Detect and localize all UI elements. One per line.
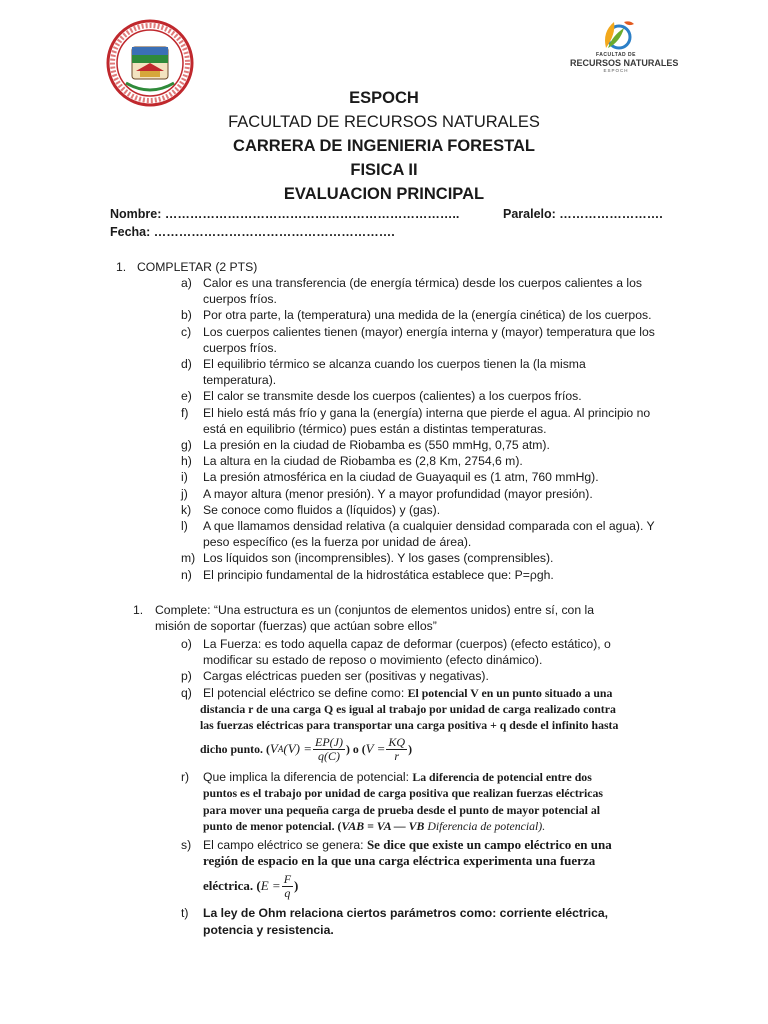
- list-item: [0, 453, 768, 469]
- item-q-line3: las fuerzas eléctricas para transportar una carga positiva + q desde el infinito hasta: [200, 718, 619, 733]
- faculty-logo-line1: FACULTAD DE: [595, 52, 637, 58]
- list-item-letter: b): [181, 308, 192, 323]
- potential-lhs: V: [269, 741, 278, 757]
- list-item-letter: a): [181, 276, 192, 290]
- course-title: FISICA II: [350, 161, 418, 179]
- list-item-text: El hielo está más frío y gana la (energía) interna que pierde el agua. Al principio no está en equilibrio (térmico) pues están a distintas temperaturas.: [203, 405, 651, 436]
- list-item-letter: f): [181, 405, 189, 420]
- item-r-line4: punto de menor potencial. (: [203, 818, 342, 833]
- item-p-letter: p): [181, 669, 192, 684]
- section-2-title: [155, 602, 675, 634]
- item-q-letter: q): [181, 685, 192, 700]
- list-item: [0, 307, 768, 323]
- item-o-text: La Fuerza: es todo aquella capaz de deformar (cuerpos) (efecto estático), o modificar su estado de reposo o movimiento (efecto dinámico).: [203, 637, 611, 668]
- paralelo-field[interactable]: Paralelo: …………………….: [503, 207, 663, 221]
- item-r-line1: La diferencia de potencial entre dos: [412, 770, 592, 785]
- list-item-letter: d): [181, 357, 192, 372]
- section-1-title: COMPLETAR (2 PTS): [137, 260, 258, 274]
- list-item-text: Los cuerpos calientes tienen (mayor) energía interna y (mayor) temperatura que los cuerpos fríos.: [203, 324, 655, 355]
- list-item-text: La presión atmosférica en la ciudad de Guayaquil es (1 atm, 760 mmHg).: [203, 470, 599, 485]
- item-r-vab: VAB = VA — VB: [341, 818, 425, 833]
- potential-sub: A: [277, 744, 284, 755]
- item-s-close: ): [294, 878, 299, 894]
- list-item-text: Por otra parte, la (temperatura) una medida de la (energía cinética) de los cuerpos.: [203, 308, 652, 323]
- list-item: [0, 405, 768, 437]
- field-fraction: [282, 873, 293, 900]
- list-item-letter: e): [181, 389, 192, 404]
- potential-denominator: q(C): [317, 748, 340, 763]
- faculty-logo: [570, 18, 679, 80]
- list-item: [0, 275, 768, 307]
- list-item: [0, 567, 768, 583]
- faculty-logo-line3: ESPOCH: [603, 68, 629, 73]
- item-r-lead: Que implica la diferencia de potencial:: [203, 770, 413, 785]
- list-item-text: A que llamamos densidad relativa (a cualquier densidad comparada con el agua). Y peso específico (es la fuerza por unidad de área).: [203, 519, 655, 550]
- list-item: [0, 356, 768, 388]
- item-q-formula-line: dicho punto. ( V A ( V ) = $\frac{EP(J)}{q(C)}$ ) o ( V = $\frac{KQ}{r}$ ): [200, 734, 413, 763]
- nombre-field[interactable]: Nombre: ……………………………………………………………..: [110, 207, 460, 221]
- coulomb-denominator: r: [394, 748, 400, 763]
- list-item-text: El calor se transmite desde los cuerpos (calientes) a los cuerpos fríos.: [203, 389, 582, 404]
- item-q-line1: El potencial V en un punto situado a una: [407, 685, 613, 700]
- list-item-text: El principio fundamental de la hidrostática establece que: P=ρgh.: [203, 567, 554, 582]
- list-item-letter: i): [181, 470, 188, 485]
- list-item: [0, 486, 768, 502]
- list-item-letter: k): [181, 502, 192, 517]
- item-s-line1: Se dice que existe un campo eléctrico en una: [366, 837, 612, 853]
- exam-title: EVALUACION PRINCIPAL: [283, 185, 485, 203]
- item-o-letter: o): [181, 637, 192, 651]
- item-r-tail: Diferencia de potencial).: [424, 818, 546, 833]
- item-p: [0, 668, 768, 684]
- list-item-letter: l): [181, 519, 188, 534]
- item-r-line2: puntos es el trabajo por unidad de carga positiva que realizan fuerzas eléctricas: [203, 786, 603, 801]
- faculty-leaf-logo-icon: [594, 18, 638, 52]
- institution-title: ESPOCH: [349, 89, 419, 107]
- item-s-formula-line: [203, 869, 658, 903]
- item-t-letter: t): [181, 906, 189, 921]
- list-item: [0, 469, 768, 485]
- list-item: [0, 518, 768, 550]
- field-denominator: q: [284, 885, 291, 900]
- item-q-line4: dicho punto.: [200, 742, 263, 757]
- field-numerator: F: [283, 871, 292, 886]
- potential-numerator: EP(J): [315, 734, 343, 749]
- item-s-line3: eléctrica. (: [203, 878, 261, 894]
- career-title: CARRERA DE INGENIERIA FORESTAL: [233, 137, 535, 155]
- fecha-field[interactable]: Fecha: ………………………………………………….: [110, 225, 395, 239]
- section-2-title-line1: Complete: “Una estructura es un (conjuntos de elementos unidos) entre sí, con la: [155, 603, 594, 617]
- coulomb-lhs: V =: [365, 741, 386, 757]
- coulomb-fraction: [386, 736, 407, 763]
- list-item: [0, 324, 768, 356]
- section-2-title-line2: misión de soportar (fuerzas) que actúan sobre ellos”: [155, 619, 437, 634]
- list-item-letter: g): [181, 438, 192, 453]
- item-r-line3: para mover una pequeña carga de prueba desde el punto de mayor potencial al: [203, 802, 601, 817]
- list-item-text: La altura en la ciudad de Riobamba es (2,8 Km, 2754,6 m).: [203, 454, 523, 469]
- list-item-letter: h): [181, 454, 192, 469]
- list-item-text: Calor es una transferencia (de energía térmica) desde los cuerpos calientes a los cuerpos fríos.: [203, 276, 642, 307]
- faculty-title: FACULTAD DE RECURSOS NATURALES: [228, 113, 540, 131]
- list-item-letter: m): [181, 551, 196, 566]
- section-1-number: 1.: [116, 260, 127, 274]
- list-item: [0, 502, 768, 518]
- item-r-letter: r): [181, 770, 190, 785]
- item-r: [0, 769, 768, 834]
- list-item-text: A mayor altura (menor presión). Y a mayor profundidad (mayor presión).: [203, 486, 593, 501]
- section-1-items: [0, 275, 768, 583]
- field-lhs: E =: [260, 878, 281, 894]
- item-t: [0, 905, 768, 937]
- section-2-number: 1.: [133, 603, 144, 617]
- item-q-lead: El potencial eléctrico se define como:: [203, 685, 408, 700]
- faculty-logo-line2: RECURSOS NATURALES: [570, 58, 679, 68]
- item-s: [0, 837, 768, 903]
- list-item-letter: c): [181, 324, 192, 339]
- list-item-text: Los líquidos son (incomprensibles). Y los gases (comprensibles).: [203, 551, 554, 566]
- item-t-text: La ley de Ohm relaciona ciertos parámetros como: corriente eléctrica, potencia y resistencia.: [203, 906, 609, 937]
- item-p-text: Cargas eléctricas pueden ser (positivas y negativas).: [203, 669, 489, 684]
- item-o: [0, 636, 768, 668]
- list-item: [0, 388, 768, 404]
- list-item-letter: n): [181, 567, 192, 582]
- list-item: [0, 437, 768, 453]
- item-q: [0, 685, 768, 766]
- list-item-text: Se conoce como fluidos a (líquidos) y (gas).: [203, 502, 441, 517]
- potential-fraction: [313, 736, 345, 763]
- item-q-line2: distancia r de una carga Q es igual al trabajo por unidad de carga realizado contra: [200, 701, 616, 716]
- coulomb-numerator: KQ: [388, 734, 406, 749]
- potential-unit: V: [287, 741, 296, 757]
- item-s-line2: región de espacio en la que una carga eléctrica experimenta una fuerza: [203, 853, 596, 869]
- item-s-letter: s): [181, 838, 192, 853]
- item-q-or: o: [352, 742, 359, 757]
- item-s-lead: El campo eléctrico se genera:: [203, 838, 367, 853]
- list-item-text: El equilibrio térmico se alcanza cuando los cuerpos tienen la (la misma temperatura).: [203, 357, 586, 388]
- list-item-letter: j): [181, 486, 188, 501]
- list-item-text: La presión en la ciudad de Riobamba es (550 mmHg, 0,75 atm).: [203, 438, 550, 453]
- list-item: [0, 550, 768, 566]
